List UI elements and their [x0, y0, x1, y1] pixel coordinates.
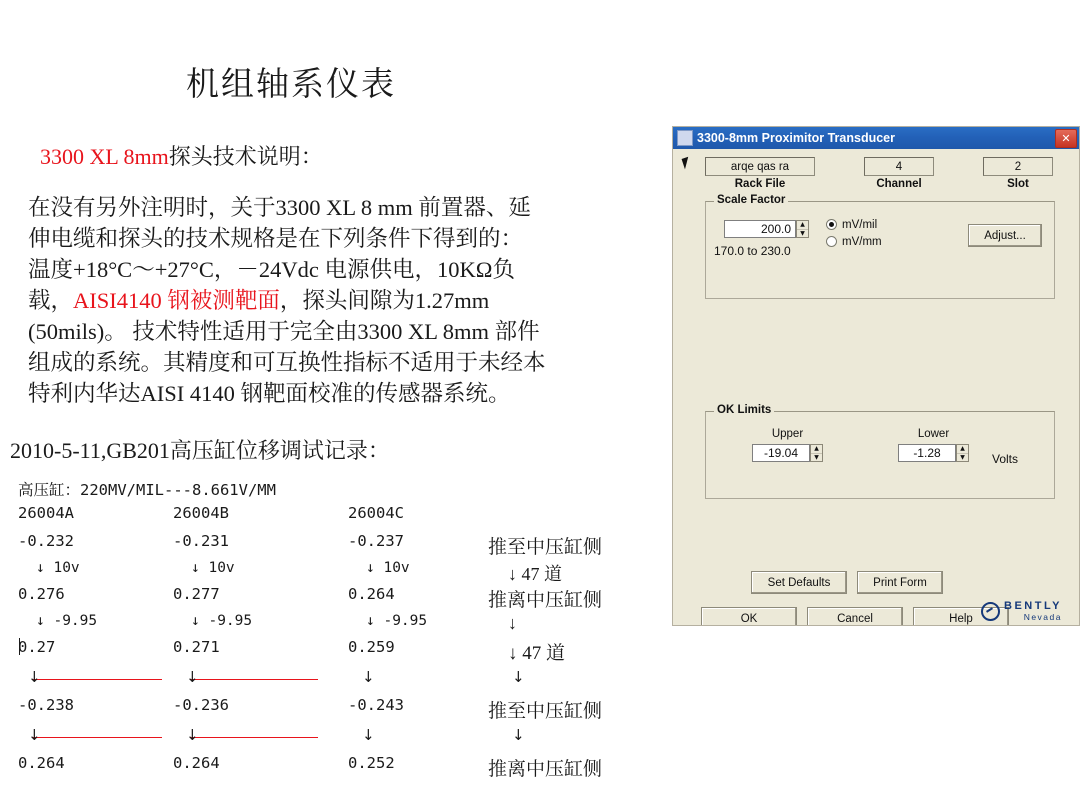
- rack-file-label: Rack File: [734, 178, 786, 190]
- upper-limit-label: Upper: [771, 428, 804, 440]
- slot-label: Slot: [1007, 178, 1029, 190]
- cell-arrow: ↓ 10v: [366, 560, 410, 576]
- cell-arrow: ↓ -9.95: [191, 613, 253, 629]
- cell-value: -0.236: [173, 696, 229, 714]
- rack-file-value[interactable]: arqe qas ra: [705, 157, 815, 176]
- cell-value: -0.237: [348, 532, 404, 550]
- chevron-down-icon[interactable]: ▼: [960, 453, 965, 461]
- cell-arrow: ↓ 10v: [36, 560, 80, 576]
- cell-note: ↓: [508, 613, 517, 633]
- brand-line-2: Nevada: [1023, 611, 1062, 622]
- cell-value: -0.238: [18, 696, 74, 714]
- ok-limits-group: [705, 404, 1055, 499]
- identity-fields: [705, 157, 1053, 190]
- cell-arrow: ↓: [28, 668, 41, 686]
- paragraph-line-4: [28, 285, 668, 316]
- upper-limit-input[interactable]: -19.04: [752, 444, 810, 462]
- cell-note: ↓: [512, 668, 525, 686]
- adjust-button[interactable]: Adjust...: [968, 224, 1042, 247]
- mouse-cursor-icon: [682, 156, 696, 170]
- dialog-title-bar[interactable]: [673, 127, 1079, 149]
- upper-limit-field: [752, 428, 823, 462]
- red-connector-line: [32, 737, 162, 738]
- bently-nevada-logo: [981, 601, 1062, 621]
- table-row: [18, 560, 678, 585]
- cell-note: 推至中压缸侧: [488, 701, 603, 722]
- table-column-headers: [18, 504, 678, 532]
- print-form-button[interactable]: Print Form: [857, 571, 943, 594]
- slot-field[interactable]: [983, 157, 1053, 190]
- cell-note: ↓ 47 道: [508, 564, 562, 584]
- cell-value: -0.232: [18, 532, 74, 550]
- scale-factor-legend: Scale Factor: [714, 194, 788, 206]
- cell-arrow: ↓: [362, 726, 375, 744]
- cell-arrow: ↓: [186, 668, 199, 686]
- paragraph-line-4-pre: 载，: [28, 288, 74, 313]
- column-header-b: 26004B: [173, 504, 229, 522]
- cell-value: -0.243: [348, 696, 404, 714]
- cell-note: ↓: [512, 726, 525, 744]
- channel-value[interactable]: 4: [864, 157, 934, 176]
- dialog-body: [673, 149, 1079, 625]
- paragraph-line-1: 在没有另外注明时，关于3300 XL 8 mm 前置器、延: [28, 195, 531, 220]
- paragraph-line-5: (50mils)。 技术特性适用于完全由3300 XL 8mm 部件: [28, 319, 540, 344]
- cell-arrow: ↓ -9.95: [36, 613, 98, 629]
- cell-arrow: ↓ 10v: [191, 560, 235, 576]
- chevron-up-icon[interactable]: ▲: [957, 445, 968, 454]
- scale-factor-input[interactable]: 200.0: [724, 220, 796, 238]
- cell-note: ↓ 47 道: [508, 643, 566, 664]
- table-row: [18, 613, 678, 638]
- red-connector-line: [190, 679, 318, 680]
- subtitle-highlight: 3300 XL 8mm: [40, 144, 169, 169]
- channel-label: Channel: [876, 178, 922, 190]
- radio-mv-per-mil-label: mV/mil: [842, 218, 878, 231]
- chevron-up-icon[interactable]: ▲: [797, 221, 808, 230]
- table-row: [18, 724, 678, 754]
- rack-file-field[interactable]: [705, 157, 815, 190]
- cell-arrow: ↓: [186, 726, 199, 744]
- dialog-title: 3300-8mm Proximitor Transducer: [697, 131, 895, 145]
- paragraph-line-3: 温度+18°C～+27°C，－24Vdc 电源供电，10KΩ负: [28, 257, 515, 282]
- table-row: [18, 754, 678, 782]
- subtitle-line: [40, 140, 660, 171]
- cell-value: 0.27: [18, 638, 56, 656]
- paragraph-line-2: 伸电缆和探头的技术规格是在下列条件下得到的：: [28, 226, 524, 251]
- record-title: 2010-5-11,GB201高压缸位移调试记录：: [10, 438, 390, 463]
- window-icon: [677, 130, 693, 146]
- paragraph-line-4-post: ，探头间隙为1.27mm: [279, 288, 490, 313]
- table-header-note: 高压缸：220MV/MIL---8.661V/MM: [18, 481, 276, 499]
- paragraph-line-6: 组成的系统。其精度和可互换性指标不适用于未经本: [28, 350, 546, 375]
- radio-mv-per-mm-label: mV/mm: [842, 235, 882, 248]
- measurement-table: [18, 478, 678, 782]
- red-connector-line: [190, 737, 318, 738]
- scale-units-radio-group: [826, 216, 882, 250]
- cell-value: 0.252: [348, 754, 395, 772]
- lower-limit-label: Lower: [917, 428, 950, 440]
- table-row: [18, 585, 678, 613]
- scale-factor-range: 170.0 to 230.0: [714, 244, 791, 258]
- paragraph-line-4-highlight: AISI4140 钢被测靶面: [73, 288, 280, 313]
- lower-limit-field: [898, 428, 969, 462]
- cell-arrow: ↓: [28, 726, 41, 744]
- body-paragraph: [28, 192, 668, 409]
- ok-button[interactable]: OK: [701, 607, 797, 626]
- subtitle-rest: 探头技术说明：: [168, 144, 323, 169]
- radio-icon[interactable]: [826, 236, 837, 247]
- scale-factor-group: [705, 194, 1055, 299]
- cell-value: 0.264: [173, 754, 220, 772]
- radio-mv-per-mil[interactable]: [826, 216, 882, 233]
- proximitor-dialog: [672, 126, 1080, 626]
- cell-value: 0.277: [173, 585, 220, 603]
- cell-note: 推离中压缸侧: [488, 759, 603, 780]
- set-defaults-button[interactable]: Set Defaults: [751, 571, 847, 594]
- bently-mark-icon: [981, 602, 1000, 621]
- cell-value: -0.231: [173, 532, 229, 550]
- channel-field[interactable]: [864, 157, 934, 190]
- scale-factor-stepper[interactable]: [796, 220, 809, 238]
- lower-limit-input[interactable]: -1.28: [898, 444, 956, 462]
- chevron-down-icon[interactable]: ▼: [800, 229, 805, 237]
- cell-value: 0.276: [18, 585, 65, 603]
- radio-mv-per-mm[interactable]: [826, 233, 882, 250]
- cell-note: 推至中压缸侧: [488, 537, 603, 558]
- close-icon[interactable]: ✕: [1055, 129, 1077, 148]
- ok-limits-legend: OK Limits: [714, 404, 774, 416]
- radio-icon-selected[interactable]: [826, 219, 837, 230]
- cell-value: 0.264: [18, 754, 65, 772]
- chevron-down-icon[interactable]: ▼: [814, 453, 819, 461]
- table-row: [18, 666, 678, 696]
- page-title: 机组轴系仪表: [186, 67, 396, 103]
- cell-note: 推离中压缸侧: [488, 590, 603, 611]
- lower-limit-stepper[interactable]: [956, 444, 969, 462]
- cancel-button[interactable]: Cancel: [807, 607, 903, 626]
- cell-value: 0.264: [348, 585, 395, 603]
- red-connector-line: [32, 679, 162, 680]
- column-header-c: 26004C: [348, 504, 404, 522]
- cell-arrow: ↓ -9.95: [366, 613, 428, 629]
- table-row: [18, 638, 678, 666]
- volts-units-label: Volts: [992, 452, 1019, 466]
- chevron-up-icon[interactable]: ▲: [811, 445, 822, 454]
- slot-value[interactable]: 2: [983, 157, 1053, 176]
- cell-value: 0.259: [348, 638, 395, 656]
- cell-arrow: ↓: [362, 668, 375, 686]
- table-row: [18, 532, 678, 560]
- help-button[interactable]: Help: [913, 607, 1009, 626]
- column-header-a: 26004A: [18, 504, 74, 522]
- paragraph-line-7: 特利内华达AISI 4140 钢靶面校准的传感器系统。: [28, 381, 511, 406]
- brand-line-1: BENTLY: [1004, 600, 1062, 612]
- table-row: [18, 696, 678, 724]
- upper-limit-stepper[interactable]: [810, 444, 823, 462]
- cell-value: 0.271: [173, 638, 220, 656]
